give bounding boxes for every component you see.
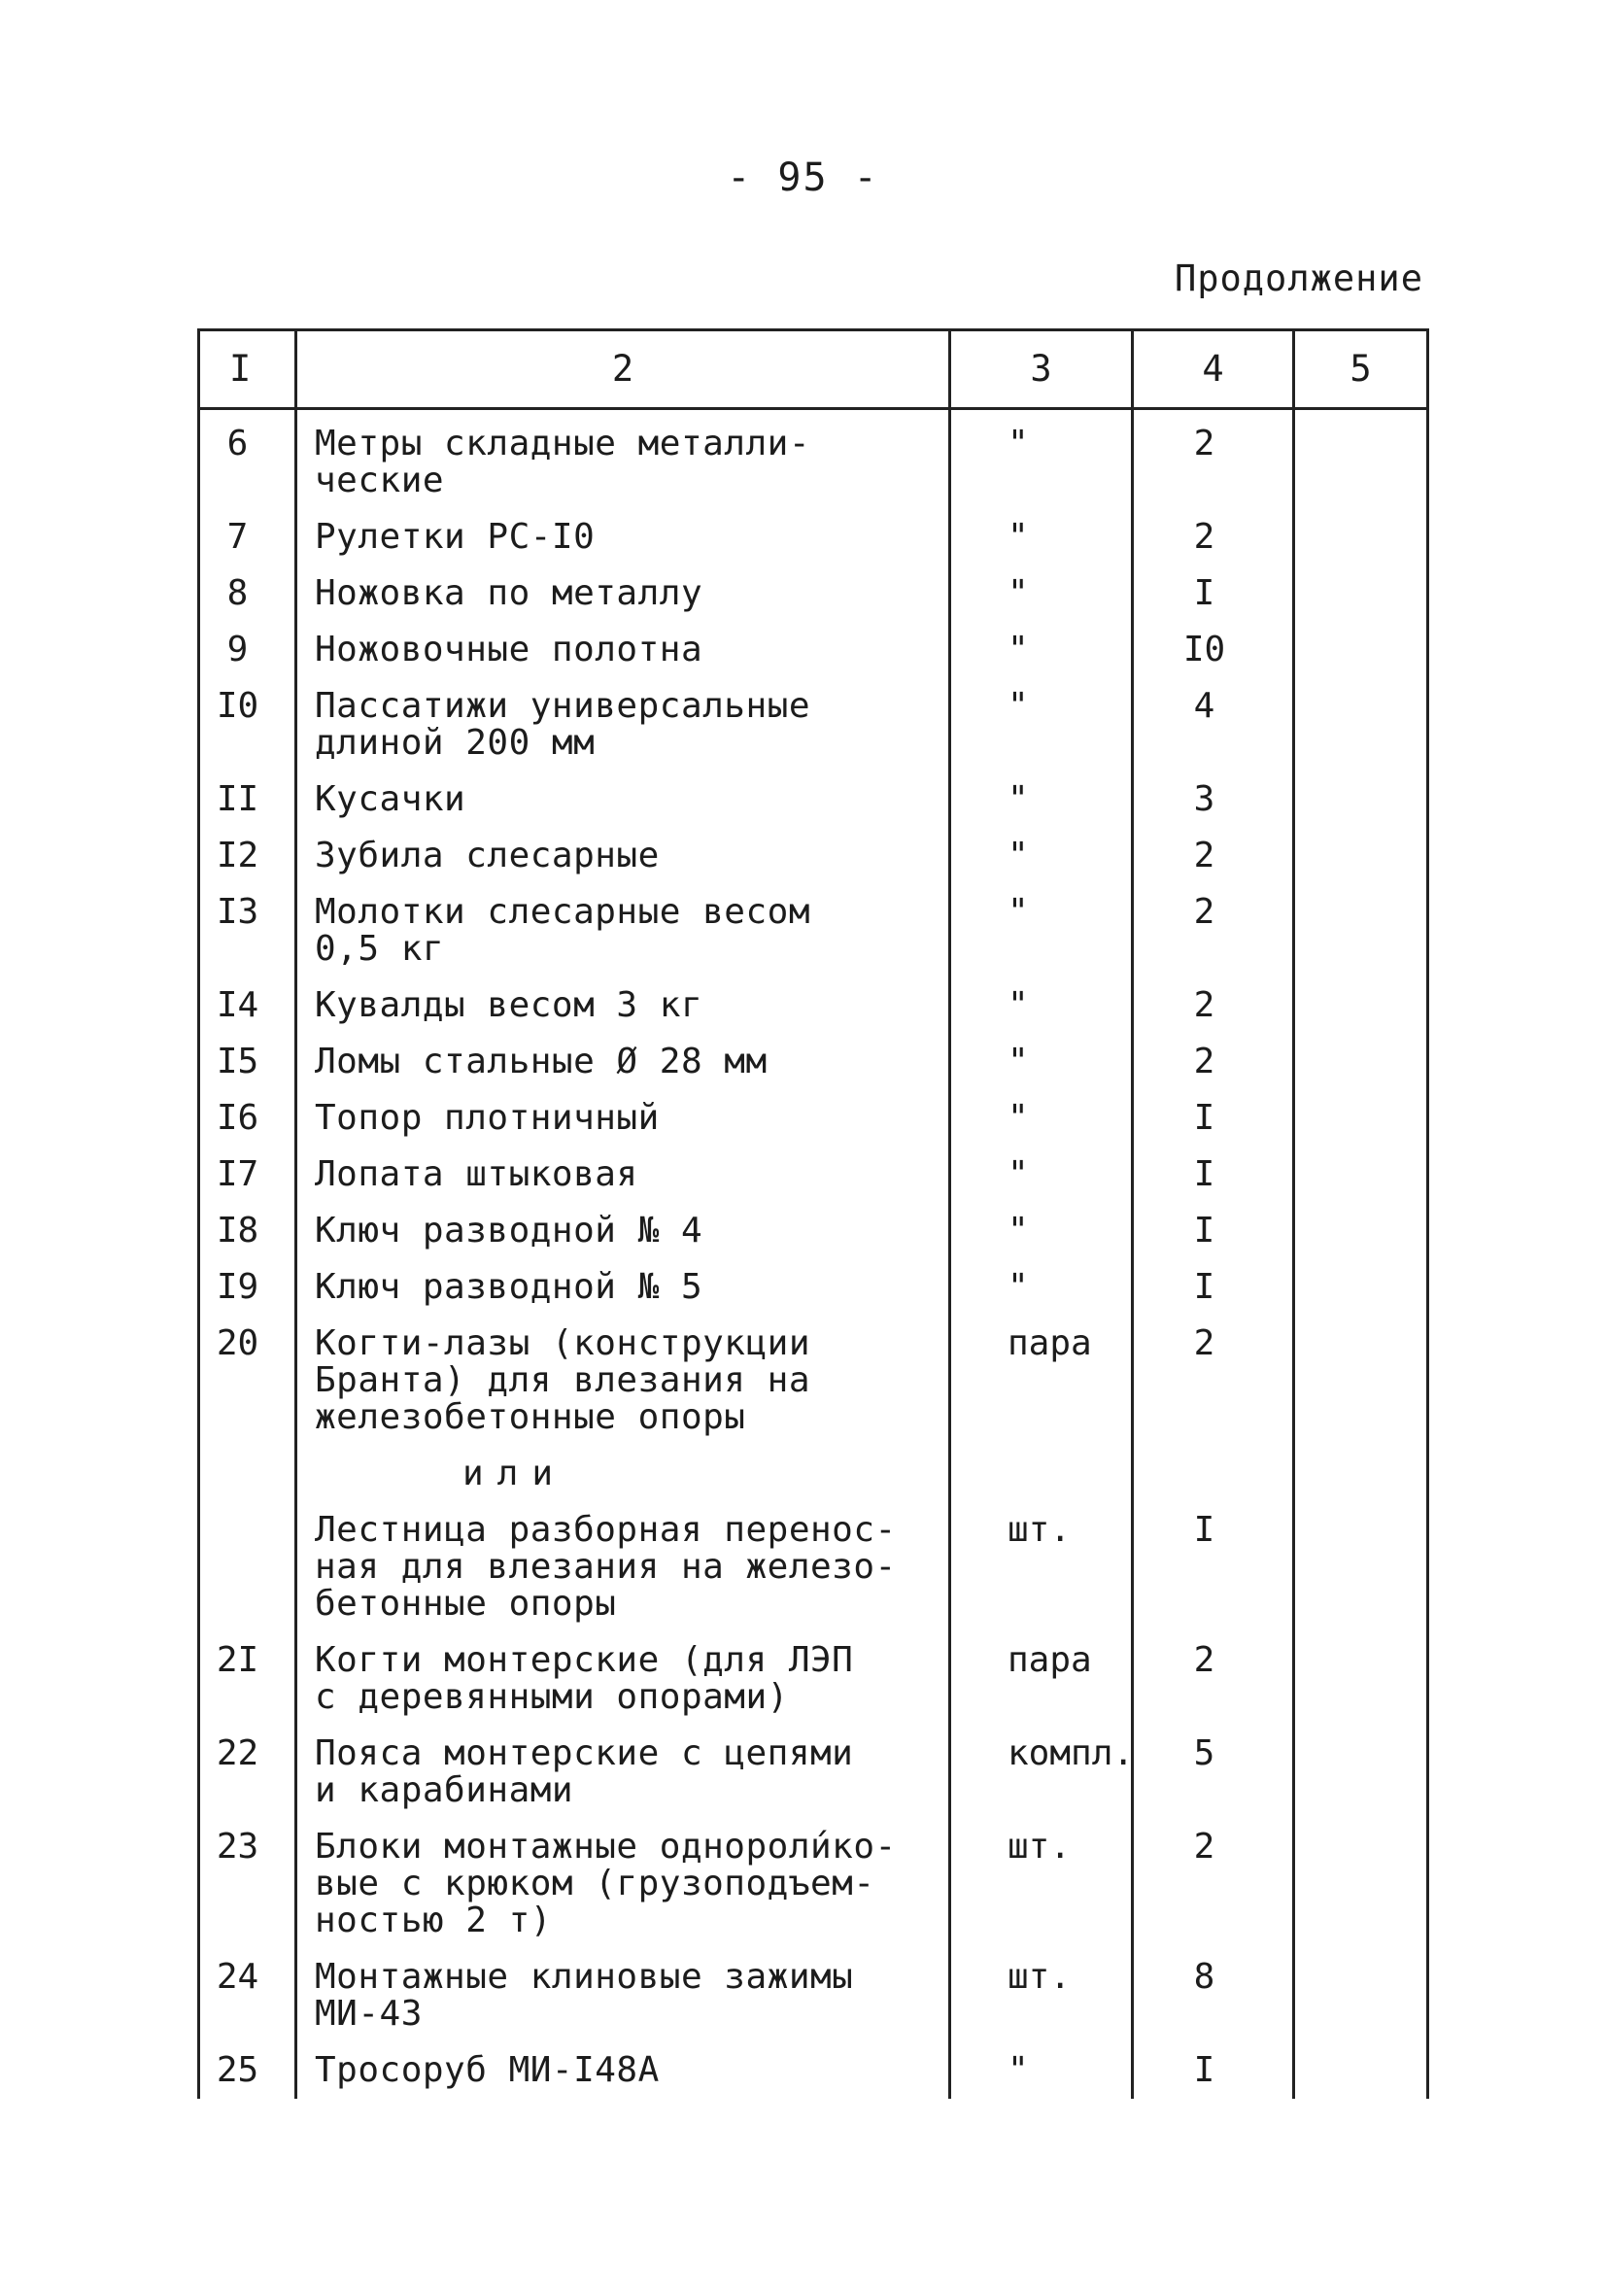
item-number: I6 — [199, 1090, 296, 1147]
item-quantity: 2 — [1133, 509, 1294, 565]
item-quantity: 5 — [1133, 1726, 1294, 1819]
table-row — [199, 1147, 1428, 1203]
item-number: I7 — [199, 1147, 296, 1203]
item-number: II — [199, 771, 296, 828]
item-unit: " — [950, 828, 1133, 884]
item-unit: " — [950, 565, 1133, 622]
table-row — [199, 678, 1428, 771]
item-note — [1294, 1632, 1428, 1726]
page-number: - 95 - — [727, 155, 879, 200]
item-unit: " — [950, 1034, 1133, 1090]
item-unit: " — [950, 622, 1133, 678]
column-header-1: I — [199, 330, 296, 409]
item-name: Блоки монтажные однороли́ко- вые с крюком (грузоподъем- ностью 2 т) — [296, 1819, 950, 1949]
item-quantity: I — [1133, 565, 1294, 622]
item-quantity: I — [1133, 1090, 1294, 1147]
item-note — [1294, 565, 1428, 622]
item-unit: шт. — [950, 1949, 1133, 2042]
table-row — [199, 828, 1428, 884]
table-row — [199, 884, 1428, 977]
item-name: Ножовочные полотна — [296, 622, 950, 678]
column-header-2: 2 — [296, 330, 950, 409]
table-row — [199, 565, 1428, 622]
table-row — [199, 409, 1428, 510]
table-row — [199, 1316, 1428, 1446]
continuation-label: Продолжение — [1174, 257, 1423, 299]
item-number: 9 — [199, 622, 296, 678]
column-header-5: 5 — [1294, 330, 1428, 409]
item-unit: " — [950, 977, 1133, 1034]
item-note — [1294, 828, 1428, 884]
item-number: I0 — [199, 678, 296, 771]
item-unit: " — [950, 1259, 1133, 1316]
item-number: 2I — [199, 1632, 296, 1726]
item-number: I5 — [199, 1034, 296, 1090]
item-number: 22 — [199, 1726, 296, 1819]
item-unit: пара — [950, 1632, 1133, 1726]
item-name: Рулетки РС-I0 — [296, 509, 950, 565]
item-quantity: 3 — [1133, 771, 1294, 828]
item-number: I8 — [199, 1203, 296, 1259]
item-quantity: I — [1133, 1203, 1294, 1259]
table-row — [199, 1632, 1428, 1726]
item-unit: " — [950, 1147, 1133, 1203]
item-note — [1294, 1316, 1428, 1446]
item-quantity: 2 — [1133, 1316, 1294, 1446]
item-quantity: I — [1133, 2042, 1294, 2099]
item-unit: шт. — [950, 1502, 1133, 1632]
table-row — [199, 977, 1428, 1034]
item-name: Ключ разводной № 4 — [296, 1203, 950, 1259]
item-note — [1294, 771, 1428, 828]
item-name: Ключ разводной № 5 — [296, 1259, 950, 1316]
table-header-row — [199, 330, 1428, 409]
item-unit: " — [950, 771, 1133, 828]
item-note — [1294, 1203, 1428, 1259]
item-note — [1294, 622, 1428, 678]
item-number: 23 — [199, 1819, 296, 1949]
item-unit — [950, 1446, 1133, 1502]
item-note — [1294, 1502, 1428, 1632]
table-row — [199, 622, 1428, 678]
table-row — [199, 2042, 1428, 2099]
item-quantity — [1133, 1446, 1294, 1502]
item-unit: " — [950, 1203, 1133, 1259]
item-note — [1294, 1090, 1428, 1147]
item-unit: " — [950, 678, 1133, 771]
item-unit: пара — [950, 1316, 1133, 1446]
item-note — [1294, 2042, 1428, 2099]
item-note — [1294, 509, 1428, 565]
item-unit: шт. — [950, 1819, 1133, 1949]
item-name: Ножовка по металлу — [296, 565, 950, 622]
item-name: Зубила слесарные — [296, 828, 950, 884]
item-note — [1294, 1819, 1428, 1949]
item-name: или — [296, 1446, 950, 1502]
item-quantity: 2 — [1133, 409, 1294, 510]
table-row — [199, 1203, 1428, 1259]
item-quantity: 2 — [1133, 884, 1294, 977]
item-name: Кувалды весом 3 кг — [296, 977, 950, 1034]
item-quantity: 2 — [1133, 1632, 1294, 1726]
item-quantity: 2 — [1133, 1034, 1294, 1090]
item-note — [1294, 1034, 1428, 1090]
item-quantity: 2 — [1133, 828, 1294, 884]
item-number — [199, 1446, 296, 1502]
item-number: 24 — [199, 1949, 296, 2042]
item-quantity: 2 — [1133, 977, 1294, 1034]
item-quantity: I — [1133, 1502, 1294, 1632]
table-row — [199, 771, 1428, 828]
table-row-or — [199, 1446, 1428, 1502]
equipment-table — [197, 328, 1429, 2099]
item-unit: " — [950, 1090, 1133, 1147]
column-header-4: 4 — [1133, 330, 1294, 409]
item-name: Лестница разборная перенос- ная для влезания на железо- бетонные опоры — [296, 1502, 950, 1632]
table-body — [199, 409, 1428, 2100]
item-note — [1294, 1726, 1428, 1819]
item-note — [1294, 1446, 1428, 1502]
item-name: Пассатижи универсальные длиной 200 мм — [296, 678, 950, 771]
table-row — [199, 1949, 1428, 2042]
item-number: I9 — [199, 1259, 296, 1316]
item-note — [1294, 1259, 1428, 1316]
item-number: 8 — [199, 565, 296, 622]
item-note — [1294, 884, 1428, 977]
item-quantity: I — [1133, 1259, 1294, 1316]
table-row — [199, 509, 1428, 565]
item-number: I4 — [199, 977, 296, 1034]
item-number: I3 — [199, 884, 296, 977]
table-row — [199, 1726, 1428, 1819]
item-number: 6 — [199, 409, 296, 510]
item-name: Тросоруб МИ-I48А — [296, 2042, 950, 2099]
item-number: 20 — [199, 1316, 296, 1446]
item-name: Пояса монтерские с цепями и карабинами — [296, 1726, 950, 1819]
item-number: 25 — [199, 2042, 296, 2099]
item-name: Молотки слесарные весом 0,5 кг — [296, 884, 950, 977]
item-unit: " — [950, 2042, 1133, 2099]
item-number — [199, 1502, 296, 1632]
item-name: Когти монтерские (для ЛЭП с деревянными опорами) — [296, 1632, 950, 1726]
item-note — [1294, 1949, 1428, 2042]
item-note — [1294, 1147, 1428, 1203]
item-unit: " — [950, 409, 1133, 510]
column-header-3: 3 — [950, 330, 1133, 409]
item-unit: компл. — [950, 1726, 1133, 1819]
item-quantity: 8 — [1133, 1949, 1294, 2042]
item-number: I2 — [199, 828, 296, 884]
item-name: Топор плотничный — [296, 1090, 950, 1147]
item-name: Кусачки — [296, 771, 950, 828]
item-quantity: I0 — [1133, 622, 1294, 678]
item-quantity: I — [1133, 1147, 1294, 1203]
table-row — [199, 1034, 1428, 1090]
table-row — [199, 1819, 1428, 1949]
item-name: Ломы стальные Ø 28 мм — [296, 1034, 950, 1090]
item-unit: " — [950, 884, 1133, 977]
item-quantity: 2 — [1133, 1819, 1294, 1949]
item-unit: " — [950, 509, 1133, 565]
table-row — [199, 1090, 1428, 1147]
item-quantity: 4 — [1133, 678, 1294, 771]
item-name: Монтажные клиновые зажимы МИ-43 — [296, 1949, 950, 2042]
item-name: Лопата штыковая — [296, 1147, 950, 1203]
item-number: 7 — [199, 509, 296, 565]
table-row — [199, 1502, 1428, 1632]
item-note — [1294, 678, 1428, 771]
item-name: Когти-лазы (конструкции Бранта) для влезания на железобетонные опоры — [296, 1316, 950, 1446]
table-row — [199, 1259, 1428, 1316]
item-name: Метры складные металли- ческие — [296, 409, 950, 510]
item-note — [1294, 977, 1428, 1034]
item-note — [1294, 409, 1428, 510]
